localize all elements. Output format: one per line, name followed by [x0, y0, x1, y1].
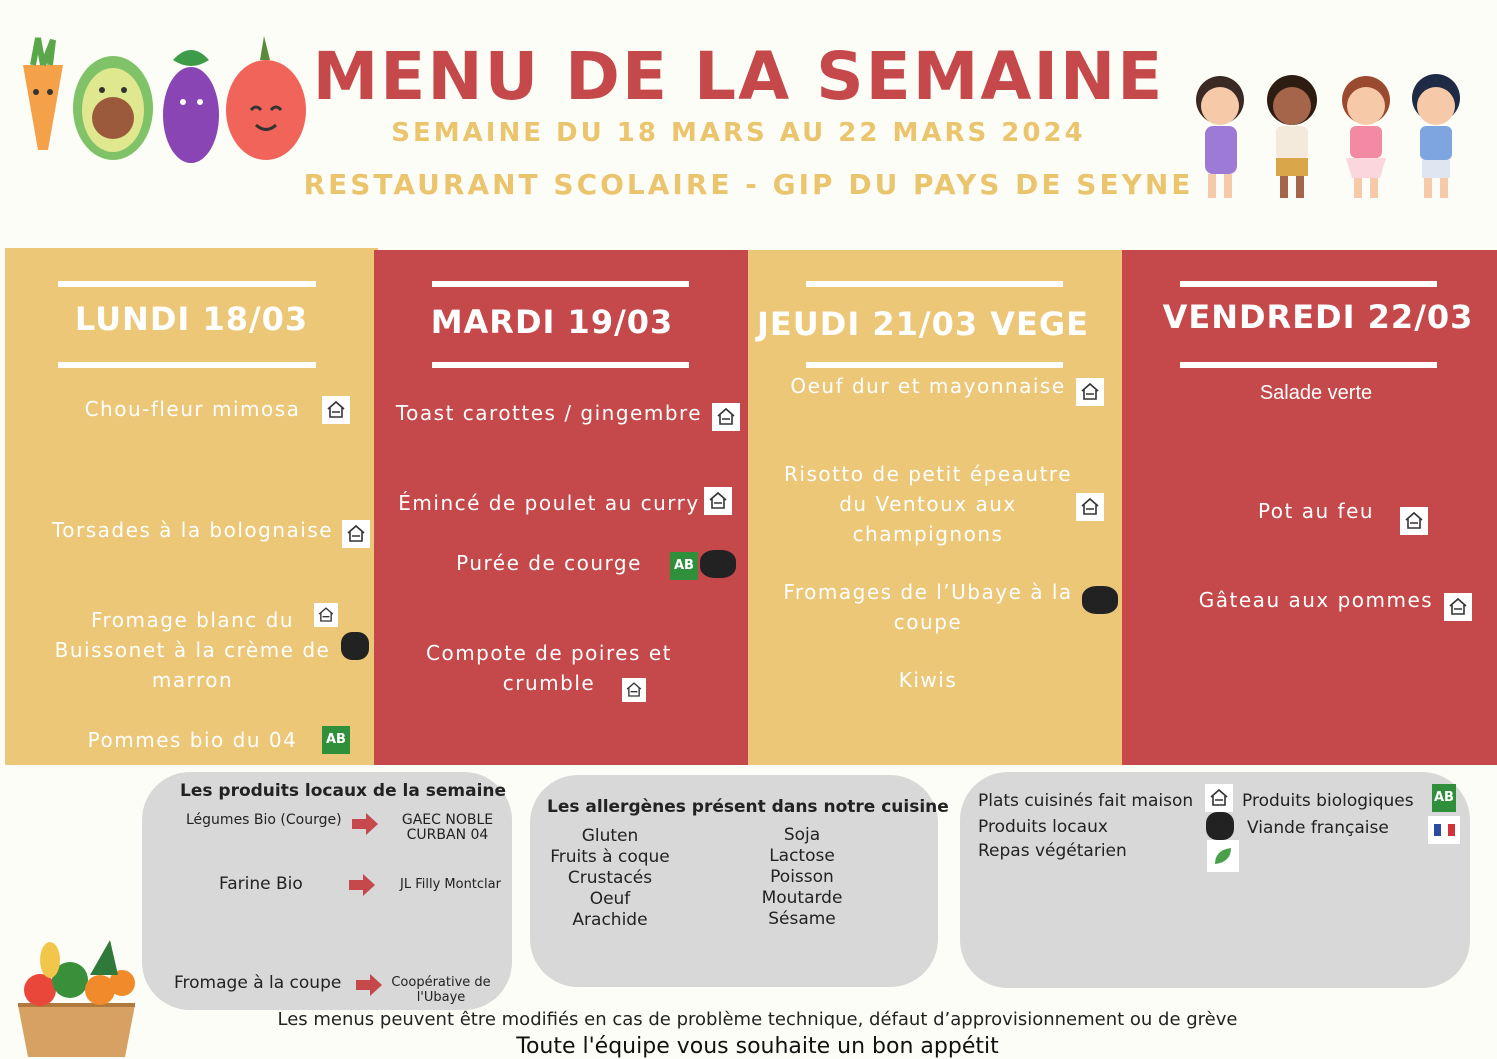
dish: Fromage blanc du Buissonet à la crème de marron — [54, 608, 331, 692]
local-badge-icon — [1082, 586, 1118, 614]
children-illustration — [1180, 70, 1480, 205]
dish: Oeuf dur et mayonnaise — [790, 374, 1066, 398]
dish: Risotto de petit épeautre du Ventoux aux champignons — [783, 462, 1072, 546]
dish: Kiwis — [898, 668, 958, 692]
divider — [806, 281, 1063, 287]
allergen: Oeuf — [589, 889, 631, 909]
house-icon — [1205, 784, 1233, 812]
legend-organic: Produits biologiques — [1242, 791, 1414, 811]
week-subtitle: SEMAINE DU 18 MARS AU 22 MARS 2024 — [391, 118, 1086, 148]
allergen: Moutarde — [761, 888, 843, 908]
local-supplier: Coopérative de l'Ubaye — [391, 975, 491, 1005]
day-column-monday — [5, 248, 378, 765]
dish: Salade verte — [1259, 382, 1373, 404]
allergen: Lactose — [769, 846, 835, 866]
allergen: Sésame — [768, 909, 836, 929]
divider — [58, 362, 316, 368]
leaf-icon — [1207, 840, 1239, 872]
divider — [1180, 281, 1437, 287]
allergen: Gluten — [581, 826, 639, 846]
ab-organic-icon: AB — [322, 726, 350, 754]
divider — [432, 362, 689, 368]
local-badge-icon — [1206, 812, 1234, 840]
legend-local: Produits locaux — [978, 817, 1108, 837]
dish: Purée de courge — [456, 551, 642, 575]
restaurant-subtitle: RESTAURANT SCOLAIRE - GIP DU PAYS DE SEYNE — [303, 168, 1194, 201]
local-products-heading: Les produits locaux de la semaine — [180, 781, 507, 801]
local-product: Farine Bio — [219, 874, 303, 894]
local-product: Fromage à la coupe — [174, 973, 342, 993]
divider — [58, 281, 316, 287]
footer-wish: Toute l'équipe vous souhaite un bon appétit — [516, 1034, 999, 1059]
allergen: Poisson — [770, 867, 834, 887]
local-supplier: JL Filly Montclar — [400, 877, 501, 892]
allergens-list-left — [545, 826, 675, 931]
house-icon — [622, 678, 646, 702]
arrow-right-icon — [356, 974, 382, 996]
arrow-right-icon — [349, 874, 375, 896]
dish: Toast carottes / gingembre — [395, 401, 703, 425]
house-icon — [1076, 493, 1104, 521]
vegetables-illustration — [8, 30, 313, 170]
allergen: Crustacés — [567, 868, 653, 888]
legend-homemade: Plats cuisinés fait maison — [978, 791, 1194, 811]
day-title: MARDI 19/03 — [430, 303, 674, 341]
house-icon — [1076, 378, 1104, 406]
local-badge-icon — [341, 632, 369, 660]
dish: Pommes bio du 04 — [87, 728, 298, 752]
day-column-tuesday — [374, 250, 748, 765]
dish: Émincé de poulet au curry — [398, 491, 700, 515]
allergens-list-right — [742, 825, 862, 930]
page-title: MENU DE LA SEMAINE — [312, 38, 1165, 115]
ab-organic-icon: AB — [1432, 784, 1456, 812]
dish: Fromages de l’Ubaye à la coupe — [783, 580, 1073, 634]
arrow-right-icon — [352, 813, 378, 835]
legend-french-meat: Viande française — [1247, 818, 1389, 838]
local-badge-icon — [700, 550, 736, 578]
day-column-friday — [1122, 250, 1497, 765]
footer-notice: Les menus peuvent être modifiés en cas de problème technique, défaut d’approvisionnement ou de grève — [277, 1009, 1238, 1030]
day-title: LUNDI 18/03 — [74, 300, 309, 338]
house-icon — [322, 396, 350, 424]
local-supplier: GAEC NOBLE CURBAN 04 — [401, 812, 494, 843]
dish: Chou-fleur mimosa — [84, 397, 301, 421]
dish: Torsades à la bolognaise — [51, 518, 334, 542]
divider — [1180, 362, 1437, 368]
house-icon — [704, 487, 732, 515]
local-product: Légumes Bio (Courge) — [186, 812, 342, 828]
day-title: VENDREDI 22/03 — [1162, 298, 1474, 336]
dish: Gâteau aux pommes — [1198, 588, 1434, 612]
house-icon — [342, 520, 370, 548]
divider — [432, 281, 689, 287]
dish: Pot au feu — [1257, 499, 1375, 523]
ab-organic-icon: AB — [670, 552, 698, 580]
dish: Compote de poires et crumble — [426, 641, 672, 695]
allergen: Fruits à coque — [550, 847, 670, 867]
day-title: JEUDI 21/03 VEGE — [757, 305, 1089, 343]
house-icon — [1444, 593, 1472, 621]
allergens-heading: Les allergènes présent dans notre cuisine — [547, 797, 949, 817]
legend-vegetarian: Repas végétarien — [978, 841, 1127, 861]
allergen: Arachide — [572, 910, 648, 930]
french-flag-icon — [1428, 816, 1460, 844]
house-icon — [314, 603, 338, 627]
divider — [806, 362, 1063, 368]
house-icon — [1400, 507, 1428, 535]
allergen: Soja — [783, 825, 821, 845]
day-column-thursday — [748, 250, 1122, 765]
house-icon — [712, 403, 740, 431]
